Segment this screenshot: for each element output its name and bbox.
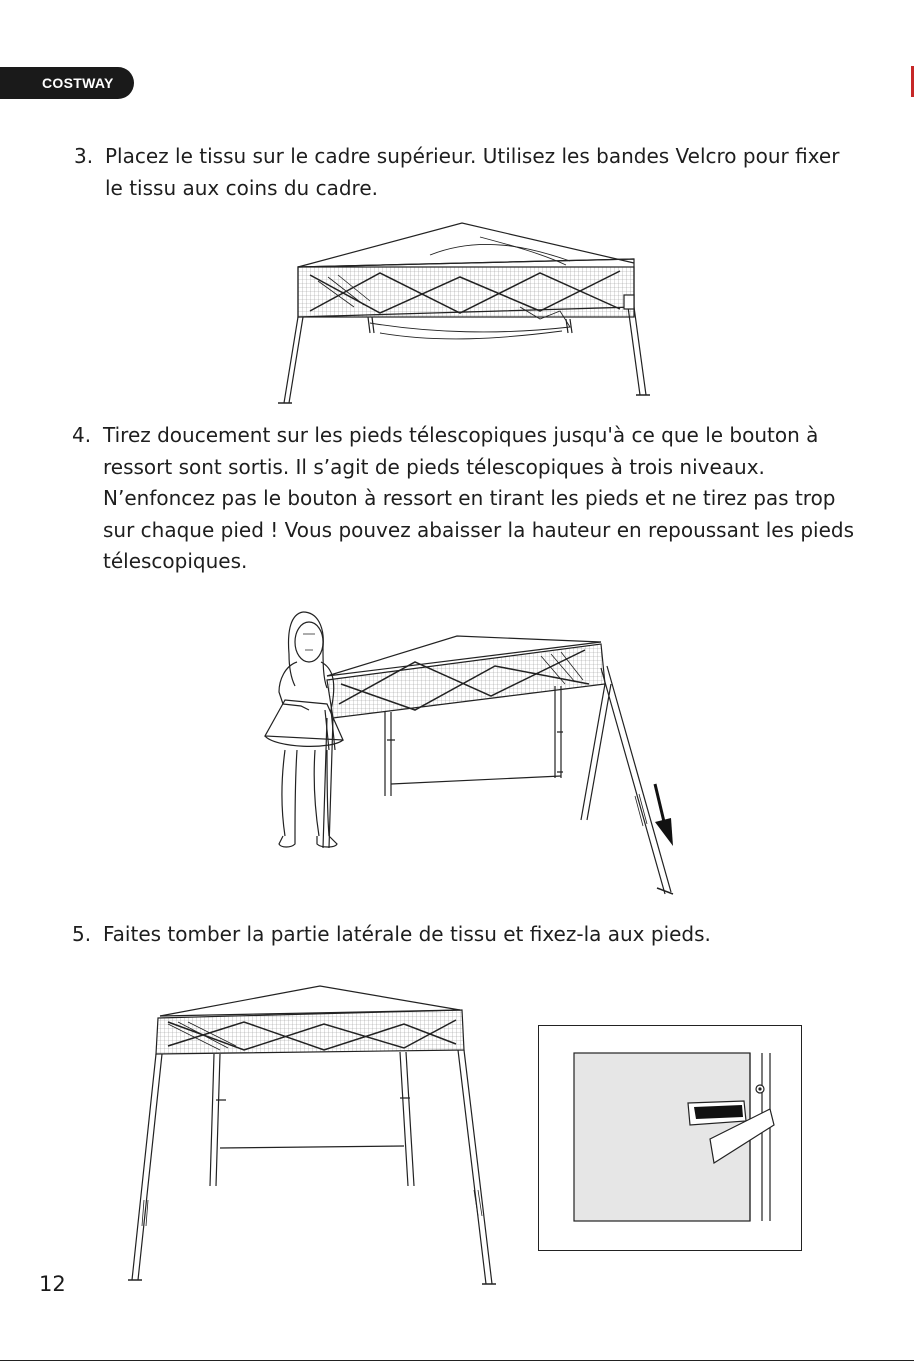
velcro-strap-detail-illustration	[538, 1025, 802, 1251]
canopy-with-side-wall-illustration	[124, 980, 504, 1290]
bottom-divider	[0, 1360, 914, 1361]
step-number: 5.	[72, 922, 92, 946]
step-text: Placez le tissu sur le cadre supérieur. Utilisez les bandes Velcro pour fixer le tissu aux coins du cadre.	[105, 144, 840, 200]
step-3	[74, 141, 854, 204]
step-text: Tirez doucement sur les pieds télescopiques jusqu'à ce que le bouton à ressort sont sortis. Il s’agit de pieds télescopiques à trois niveaux. N’enfoncez pas le bouton à ressort en tirant les pieds et ne tirez pas trop sur chaque pied ! Vous pouvez abaisser la hauteur en repoussant les pieds télescopiques.	[103, 423, 855, 573]
pull-down-arrow-icon	[655, 784, 673, 846]
step-5	[72, 919, 872, 951]
page-number: 12	[39, 1272, 66, 1296]
step-number: 3.	[74, 144, 94, 168]
canopy-top-fabric-illustration	[270, 215, 660, 410]
brand-name: COSTWAY	[42, 75, 114, 91]
step-number: 4.	[72, 423, 92, 447]
step-4	[72, 420, 872, 578]
step-text: Faites tomber la partie latérale de tissu et fixez-la aux pieds.	[103, 922, 711, 946]
person-extending-legs-illustration	[245, 600, 695, 900]
brand-logo-tab	[0, 67, 134, 99]
